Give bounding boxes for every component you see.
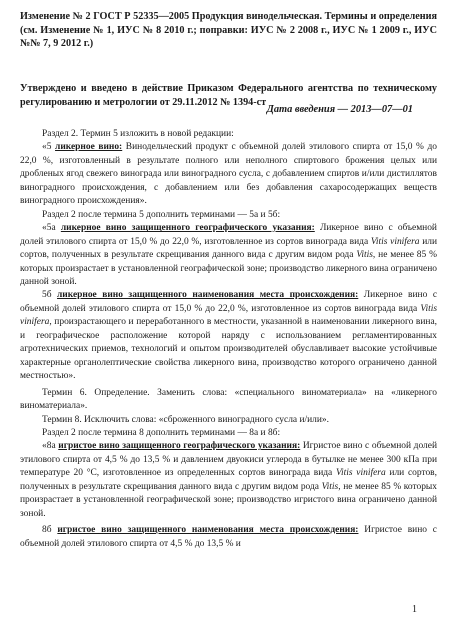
paragraph: «5а ликерное вино защищенного географического указания: Ликерное вино с объемной долей этилового спирта от 15,0 % до 22,0 %, изготовленное из сортов винограда вида Vitis vinifera или сортов, полученных в результате скрещивания данного вида с другим видом рода Vitis, не менее 85 % которых произрастает в установленной географической зоне; производство ликерного вина ограничено данной зоной.: [20, 223, 437, 287]
document-body: [20, 128, 437, 551]
paragraph: Раздел 2. Термин 5 изложить в новой редакции:: [42, 129, 234, 139]
amendment-title: Изменение № 2 ГОСТ Р 52335—2005 Продукция винодельческая. Термины и определения (см. Изменение № 1, ИУС № 8 2010 г.; поправки: ИУС № 2 2008 г., ИУС № 1 2009 г., ИУС №№ 7, 9 2012 г.): [20, 11, 437, 50]
term-label: ликерное вино защищенного географического указания:: [60, 223, 315, 234]
approval-statement: Утверждено и введено в действие Приказом Федерального агентства по техническому регулированию и метрологии от 29.11.2012 № 1394-ст: [20, 83, 437, 108]
paragraph: 8б игристое вино защищенного наименования места происхождения: Игристое вино с объемной долей этилового спирта от 4,5 % до 13,5 % и: [20, 525, 437, 549]
paragraph: «5 ликерное вино: Винодельческий продукт с объемной долей этилового спирта от 15,0 % до 22,0 %, изготовленный в результате полного или неполного спиртового брожения целых или дробленых ягод свежего винограда или виноградного сусла, с добавлением спиртов и/или дистиллятов виноградного происхождения, с добавлением или без добавления сахаросодержащих веществ виноградного происхождения».: [20, 142, 437, 207]
paragraph: Термин 8. Исключить слова: «сброженного виноградного сусла и/или».: [42, 414, 330, 425]
term-label: игристое вино защищенного наименования места происхождения:: [57, 525, 359, 536]
paragraph: Термин 6. Определение. Заменить слова: «специального виноматериала» на «ликерного виноматериала».: [20, 387, 437, 412]
page-number: 1: [412, 604, 417, 615]
term-label: ликерное вино:: [55, 142, 123, 153]
paragraph: «8а игристое вино защищенного географического указания: Игристое вино с объемной долей этилового спирта от 4,5 % до 13,5 % и давлением двуокиси углерода в бутылке не менее 300 кПа при температуре 20 °С, изготовленное из определенных сортов винограда вида Vitis vinifera или сортов, полученных в результате скрещивания данного вида с другим видом рода Vitis, не менее 85 % которых произрастает в установленной географической зоне; производство игристого вина ограничено данной зоной.: [20, 441, 437, 519]
term-label: игристое вино защищенного географического указания:: [58, 441, 301, 452]
paragraph: Раздел 2 после термина 8 дополнить терминами — 8а и 8б:: [42, 427, 281, 438]
effective-date: Дата введения — 2013—07—01: [266, 104, 413, 115]
paragraph: Раздел 2 после термина 5 дополнить терминами — 5а и 5б:: [42, 209, 281, 220]
paragraph: 5б ликерное вино защищенного наименования места происхождения: Ликерное вино с объемной долей этилового спирта от 15,0 % до 22,0 %, изготовленное из сортов винограда вида Vitis vinifera, произрастающего и переработанного в местности, указанной в наименовании ликерного вина, и географическое расположение которой наряду с использованием регламентированных агротехнических приемов, технологий и опытом производителей обуславливает высокие устойчивые характерные органолептические свойства ликерного вина, производство которого ограничено данной местностью».: [20, 290, 438, 382]
term-label: ликерное вино защищенного наименования места происхождения:: [57, 290, 359, 301]
